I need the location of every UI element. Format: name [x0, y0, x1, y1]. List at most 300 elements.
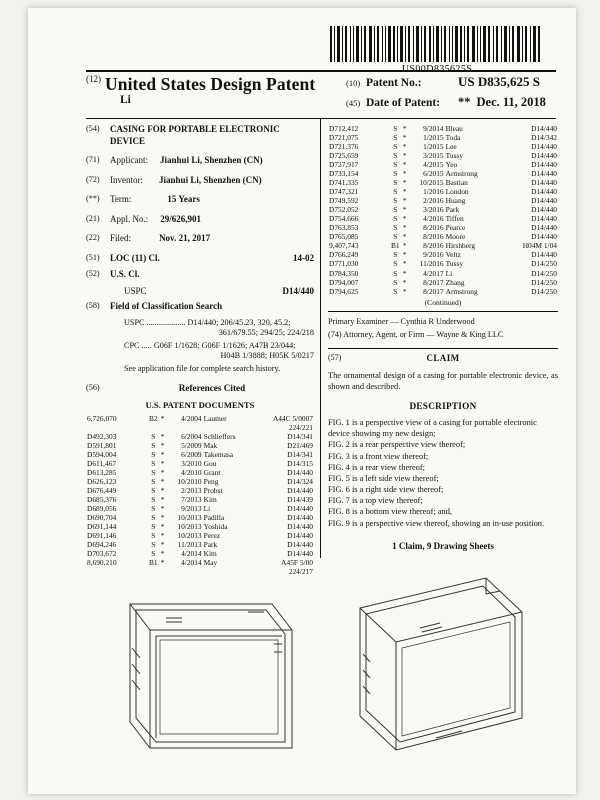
cell-st: S: [393, 277, 398, 287]
field-inventor-label: Inventor:: [110, 174, 143, 185]
cell-pat: D754,666: [329, 214, 359, 224]
cell-cls: D14/440: [531, 142, 557, 152]
cell-st: S: [393, 214, 398, 224]
cell-st: S: [151, 450, 156, 460]
cell-date: 10/2013: [177, 513, 202, 523]
cell-name: Grant: [203, 468, 221, 478]
field-title: [86, 124, 314, 147]
cell-ast: *: [160, 522, 165, 532]
cell-pat: D691,144: [87, 522, 117, 532]
cell-date: 9/2014: [423, 124, 444, 133]
field-search-uspc-label: USPC: [124, 317, 145, 327]
table-row: [86, 558, 314, 567]
cell-st: S: [151, 441, 156, 451]
cell-ast: *: [160, 477, 165, 487]
cell-cls: D14/440: [531, 151, 557, 161]
cell-st: S: [393, 196, 398, 206]
cell-ast: *: [160, 504, 165, 514]
cell-cls: D14/440: [287, 504, 313, 514]
cell-name: Bleau: [445, 124, 463, 133]
cell-date: [167, 423, 203, 432]
table-row: [328, 232, 558, 241]
cell-date: 9/2013: [181, 504, 202, 514]
right-column: [328, 124, 558, 552]
table-row: [328, 187, 558, 196]
description-title: DESCRIPTION: [409, 401, 477, 412]
primary-examiner-value: Cynthia R Underwood: [400, 317, 475, 327]
claim-code: (57): [328, 353, 342, 363]
cell-st: S: [151, 549, 156, 559]
cell-ast: *: [402, 151, 407, 161]
rule-under-title: [86, 118, 556, 119]
field-filed: [86, 233, 314, 245]
table-row: [328, 287, 558, 296]
table-row: [86, 540, 314, 549]
field-search-note: See application file for complete search history.: [124, 363, 281, 373]
field-search-uspc-dots: ...................: [146, 317, 186, 327]
cell-date: 3/2016: [423, 205, 444, 215]
field-search-uspc-line2: 361/679.55; 294/25; 224/218: [218, 328, 314, 338]
field-refs-code: (56): [86, 383, 100, 393]
cell-st: B1: [391, 241, 400, 251]
cell-st: S: [393, 178, 398, 188]
table-row: [328, 250, 558, 259]
cell-ast: *: [402, 187, 407, 197]
cell-name: Schlieffers: [203, 432, 236, 441]
cell-st: S: [151, 495, 156, 505]
rule-right-2: [328, 348, 558, 349]
cell-date: 10/2013: [177, 531, 202, 541]
column-divider: [320, 118, 321, 558]
cell-st: S: [151, 486, 156, 496]
cell-date: 1/2015: [423, 133, 444, 143]
description-item: FIG. 6 is a right side view thereof;: [328, 485, 444, 495]
field-term-code: (**): [86, 194, 100, 204]
description-item: FIG. 9 is a perspective view thereof, showing an in-use position.: [328, 518, 545, 528]
cell-cls: D14/324: [287, 477, 313, 487]
cell-date: 10/2015: [419, 178, 444, 188]
field-search: [86, 301, 314, 313]
cell-ast: *: [402, 268, 407, 278]
claim-title: CLAIM: [426, 353, 460, 364]
cell-ast: *: [160, 558, 165, 568]
cell-pat: D727,917: [329, 160, 359, 170]
cell-st: [148, 423, 159, 432]
cell-pat: D712,412: [329, 124, 359, 133]
references-table-left: [86, 414, 314, 577]
table-row: [86, 522, 314, 531]
cell-name: Yeo: [445, 160, 458, 170]
cell-ast: *: [160, 441, 165, 451]
patent-date-row: [346, 95, 546, 110]
rule-right-1: [328, 311, 558, 312]
description-item: FIG. 3 is a front view thereof;: [328, 451, 429, 461]
field-applicant-code: (71): [86, 155, 100, 165]
field-appl-value: 29/626,901: [160, 213, 202, 224]
field-inventor-value: Jianhui Li, Shenzhen (CN): [159, 174, 262, 185]
cell-name: Mak: [203, 441, 218, 451]
cell-ast: *: [402, 241, 407, 251]
table-row: [328, 214, 558, 223]
cell-name: Armstrong: [445, 169, 478, 179]
cell-pat: [86, 423, 148, 432]
left-column: [86, 124, 314, 577]
cell-pat: D794,625: [329, 286, 359, 296]
cell-pat: D747,321: [329, 187, 359, 197]
cell-name: Li: [203, 504, 211, 514]
barcode-block: [328, 26, 546, 75]
field-inventor: [86, 175, 314, 187]
cell-st: S: [393, 232, 398, 242]
cell-date: 4/2010: [181, 468, 202, 478]
drawings-area: [86, 568, 556, 788]
cell-pat: D721,376: [329, 142, 359, 152]
patent-number-label: Patent No.:: [366, 77, 422, 89]
cell-pat: D690,704: [87, 513, 117, 523]
cell-date: 4/2014: [181, 558, 202, 568]
cell-name: Armstrong: [445, 286, 478, 296]
cell-pat: D733,154: [329, 169, 359, 179]
table-row: [86, 486, 314, 495]
field-loc-code: (51): [86, 252, 100, 262]
cell-st: B1: [149, 558, 158, 568]
cell-cls: D14/440: [287, 522, 313, 532]
field-filed-value: Nov. 21, 2017: [159, 233, 211, 244]
cell-name: Veltz: [445, 250, 461, 260]
cell-pat: D766,249: [329, 250, 359, 260]
cell-name: Park: [203, 540, 218, 550]
cell-name: Tussy: [445, 151, 464, 161]
field-search-cpc-line1: G06F 1/1628; G06F 1/1626; A47B 23/044;: [153, 340, 296, 350]
cell-pat: D694,246: [87, 540, 117, 550]
cell-name: Tussy: [445, 259, 464, 269]
field-appl-code: (21): [86, 213, 100, 223]
cell-date: 7/2013: [181, 495, 202, 505]
cell-pat: D749,592: [329, 196, 359, 206]
cell-pat: D794,007: [329, 277, 359, 287]
inventor-short-name: Li: [120, 94, 131, 106]
cell-pat: D492,303: [87, 432, 117, 441]
patent-number-value: US D835,625 S: [458, 74, 540, 89]
cell-pat: D611,467: [87, 459, 117, 469]
cell-pat: D626,123: [87, 477, 117, 487]
cell-ast: *: [160, 413, 165, 423]
cell-name: May: [203, 558, 218, 568]
cell-name: Kim: [203, 495, 217, 505]
cell-pat: D591,801: [87, 441, 117, 451]
cell-ast: *: [402, 214, 407, 224]
cell-date: 1/2015: [423, 142, 444, 152]
cell-cls: D14/440: [531, 214, 557, 224]
field-term-value: 15 Years: [167, 194, 200, 205]
cell-cls: D14/440: [287, 531, 313, 541]
cell-cls: A44C 5/0007: [272, 413, 313, 423]
patent-number-code: (10): [346, 78, 361, 88]
claim-heading-row: [328, 353, 558, 365]
table-row: [86, 441, 314, 450]
cell-st: S: [151, 531, 156, 541]
cell-cls: D14/440: [531, 124, 557, 133]
primary-examiner-label: Primary Examiner: [328, 317, 389, 327]
cell-pat: D741,335: [329, 178, 359, 188]
cell-pat: D594,004: [87, 450, 117, 460]
cell-cls: D14/440: [531, 196, 557, 206]
table-row: [328, 241, 558, 250]
cell-st: S: [151, 432, 156, 441]
cell-name: Peng: [203, 477, 219, 487]
cell-date: 4/2015: [423, 160, 444, 170]
field-search-code: (58): [86, 301, 100, 311]
description-item: FIG. 5 is a left side view thereof;: [328, 473, 439, 483]
cell-name: Li: [445, 268, 453, 278]
patent-number-row: [346, 74, 546, 90]
field-filed-label: Filed:: [110, 233, 132, 244]
field-search-cpc-dots: .....: [141, 340, 152, 350]
cell-ast: *: [160, 459, 165, 469]
field-applicant: [86, 155, 314, 167]
cell-name: Lautner: [203, 413, 227, 423]
cell-cls: 224/217: [288, 567, 313, 577]
table-row: [328, 142, 558, 151]
cell-st: S: [393, 142, 398, 152]
cell-ast: *: [402, 196, 407, 206]
table-row: [86, 459, 314, 468]
cell-date: 8/2017: [423, 277, 444, 287]
cell-pat: D676,449: [87, 486, 117, 496]
cell-st: S: [393, 124, 398, 133]
cell-st: S: [393, 223, 398, 233]
cell-name: Tiffen: [445, 214, 464, 224]
cell-ast: *: [402, 223, 407, 233]
cell-st: S: [393, 160, 398, 170]
cell-ast: *: [160, 495, 165, 505]
cell-date: 2/2016: [423, 196, 444, 206]
cell-cls: D14/440: [531, 187, 557, 197]
cell-pat: D685,376: [87, 495, 117, 505]
cell-date: 4/2014: [181, 549, 202, 559]
table-row: [86, 423, 314, 432]
field-applicant-value: Jianhui Li, Shenzhen (CN): [160, 155, 263, 166]
cell-cls: D14/440: [287, 486, 313, 496]
cell-st: S: [151, 459, 156, 469]
cell-st: S: [393, 286, 398, 296]
table-row: [86, 468, 314, 477]
cell-cls: D14/341: [287, 450, 313, 460]
patent-number-block: [346, 74, 546, 115]
cell-cls: D14/342: [531, 133, 557, 143]
cell-ast: *: [402, 124, 407, 133]
cell-ast: *: [402, 169, 407, 179]
title-code: (12): [86, 74, 101, 84]
cell-date: 10/2010: [177, 477, 202, 487]
cell-date: 4/2017: [423, 268, 444, 278]
page-title: United States Design Patent: [105, 74, 316, 94]
cell-st: S: [393, 169, 398, 179]
field-uscl-value-row: [86, 286, 314, 298]
cell-name: Zhang: [445, 277, 465, 287]
table-row: [328, 133, 558, 142]
cell-pat: 6,726,070: [87, 413, 117, 423]
table-row: [328, 205, 558, 214]
cell-pat: D703,672: [87, 549, 117, 559]
rule-top: [86, 70, 556, 72]
field-appl-no: [86, 214, 314, 226]
cell-ast: *: [160, 531, 165, 541]
cell-name: Hirshberg: [445, 241, 476, 251]
cell-date: 1/2016: [423, 187, 444, 197]
table-row: [328, 160, 558, 169]
field-loc-value: 14-02: [293, 252, 314, 263]
table-row: [86, 504, 314, 513]
cell-st: S: [393, 268, 398, 278]
cell-pat: D763,853: [329, 223, 359, 233]
cell-ast: *: [160, 540, 165, 550]
cell-st: S: [151, 540, 156, 550]
cell-ast: *: [402, 286, 407, 296]
table-row: [328, 269, 558, 278]
cell-date: 6/2009: [181, 450, 202, 460]
description-item: FIG. 1 is a perspective view of a casing for portable electronic device showing my new design;: [328, 418, 537, 439]
cell-name: Huang: [445, 196, 466, 206]
field-uscl-label: U.S. Cl.: [110, 269, 140, 280]
patent-date-stars: **: [458, 95, 471, 109]
description-item: FIG. 8 is a bottom view thereof; and,: [328, 507, 452, 517]
attorney-label: Attorney, Agent, or Firm: [343, 330, 425, 340]
sheets-count: 1 Claim, 9 Drawing Sheets: [392, 540, 494, 551]
cell-name: Bastian: [445, 178, 468, 188]
table-row: [86, 477, 314, 486]
cell-name: London: [445, 187, 469, 197]
cell-ast: [159, 423, 167, 432]
cell-st: S: [393, 151, 398, 161]
field-uscl-code: (52): [86, 269, 100, 279]
cell-cls: D21/469: [287, 441, 313, 451]
description-list: [328, 417, 558, 529]
cell-pat: D613,285: [87, 468, 117, 478]
cell-pat: D784,350: [329, 268, 359, 278]
cell-name: Toda: [445, 133, 461, 143]
field-search-uspc: [86, 318, 314, 329]
field-search-uspc-line1: D14/440; 206/45.23, 320, 45.2;: [187, 317, 291, 327]
cell-ast: *: [402, 160, 407, 170]
attorney-value: Wayne & King LLC: [436, 330, 504, 340]
cell-name: Park: [445, 205, 460, 215]
field-refs: [86, 383, 314, 395]
field-appl-label: Appl. No.:: [110, 213, 149, 224]
field-uscl: [86, 269, 314, 281]
primary-examiner-dash: —: [390, 317, 399, 327]
cell-name: Perez: [203, 531, 221, 541]
field-filed-code: (22): [86, 233, 100, 243]
cell-cls: H04M 1/04: [522, 241, 557, 251]
table-row: [86, 513, 314, 522]
cell-date: 3/2015: [423, 151, 444, 161]
cell-cls: D14/250: [531, 277, 557, 287]
cell-name: Gou: [203, 459, 217, 469]
table-row: [86, 450, 314, 459]
cell-cls: A45F 5/00: [281, 558, 313, 568]
cell-cls: D14/440: [531, 178, 557, 188]
cell-date: 11/2013: [177, 540, 202, 550]
barcode-image: [328, 26, 543, 62]
cell-st: S: [393, 187, 398, 197]
cell-cls: D14/440: [287, 468, 313, 478]
cell-cls: D14/440: [531, 169, 557, 179]
field-loc: [86, 253, 314, 265]
cell-date: 10/2013: [177, 522, 202, 532]
patent-document-page: [28, 8, 576, 794]
cell-st: S: [151, 513, 156, 523]
cell-pat: 9,407,743: [329, 241, 359, 251]
cell-date: 9/2016: [423, 250, 444, 260]
field-title-text: CASING FOR PORTABLE ELECTRONIC DEVICE: [110, 124, 280, 146]
field-refs-title: References Cited: [178, 383, 246, 394]
cell-cls: D14/439: [287, 495, 313, 505]
field-uscl-value: D14/440: [282, 285, 314, 296]
table-row: [328, 178, 558, 187]
cell-st: B2: [149, 413, 158, 423]
cell-pat: D689,056: [87, 504, 117, 514]
cell-cls: D14/440: [287, 513, 313, 523]
table-row: [86, 531, 314, 540]
cell-ast: *: [402, 250, 407, 260]
cell-date: 3/2010: [181, 459, 202, 469]
cell-date: 4/2004: [181, 413, 202, 423]
cell-st: S: [151, 522, 156, 532]
table-row: [328, 124, 558, 133]
cell-name: Padilla: [203, 513, 225, 523]
cell-pat: D725,659: [329, 151, 359, 161]
cell-date: 8/2016: [423, 232, 444, 242]
cell-cls: D14/315: [287, 459, 313, 469]
cell-cls: D14/250: [531, 286, 557, 296]
cell-st: S: [151, 477, 156, 487]
attorney-code: (74): [328, 330, 342, 340]
field-inventor-code: (72): [86, 174, 100, 184]
cell-name: Probst: [203, 486, 223, 496]
patent-date-label: Date of Patent:: [366, 97, 441, 109]
cell-ast: *: [402, 133, 407, 143]
cell-cls: D14/341: [287, 432, 313, 441]
cell-cls: D14/440: [531, 205, 557, 215]
cell-cls: D14/250: [531, 259, 557, 269]
cell-ast: *: [160, 450, 165, 460]
cell-cls: D14/250: [531, 268, 557, 278]
table-row: [86, 495, 314, 504]
cell-ast: *: [402, 259, 407, 269]
field-title-code: (54): [86, 124, 100, 133]
table-row: [328, 151, 558, 160]
cell-ast: *: [160, 432, 165, 441]
table-row: [328, 259, 558, 268]
us-patent-documents-heading: U.S. PATENT DOCUMENTS: [145, 399, 255, 410]
cell-date: 4/2016: [423, 214, 444, 224]
cell-st: S: [393, 133, 398, 143]
cell-cls: D14/440: [531, 160, 557, 170]
field-applicant-label: Applicant:: [110, 155, 148, 166]
cell-cls: D14/440: [287, 540, 313, 550]
cell-st: S: [393, 259, 398, 269]
field-search-cpc-line2: H04B 1/3888; H05K 5/0217: [220, 351, 314, 361]
cell-st: S: [151, 504, 156, 514]
cell-ast: *: [402, 232, 407, 242]
table-row: [328, 223, 558, 232]
cell-ast: *: [402, 142, 407, 152]
cell-ast: *: [160, 513, 165, 523]
cell-pat: D721,075: [329, 133, 359, 143]
attorney-row: [328, 329, 558, 340]
table-row: [328, 278, 558, 287]
